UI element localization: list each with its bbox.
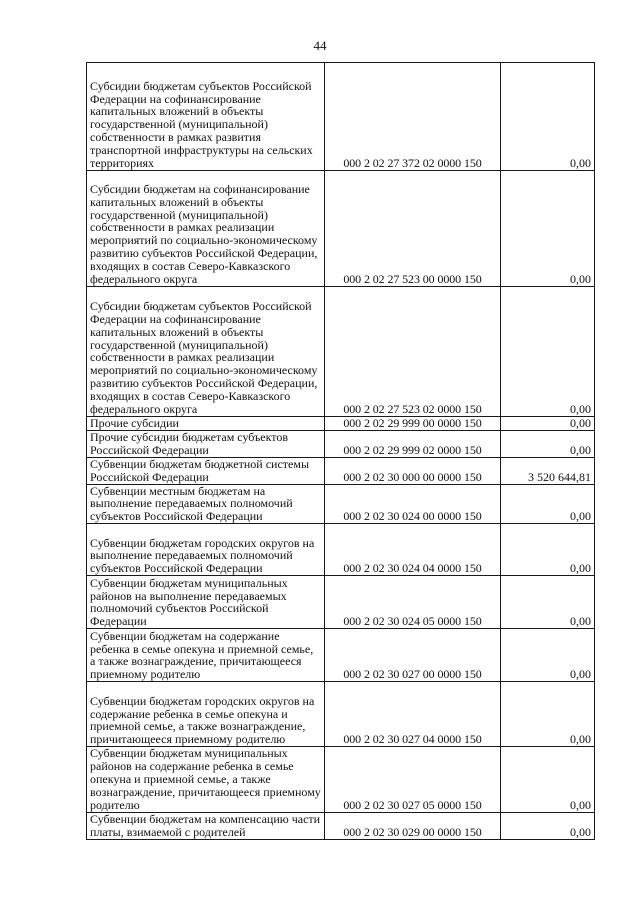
table-row	[87, 524, 595, 576]
row-code: 000 2 02 29 999 02 0000 150	[325, 430, 501, 457]
row-code: 000 2 02 30 024 05 0000 150	[325, 576, 501, 629]
row-code: 000 2 02 30 024 00 0000 150	[325, 484, 501, 524]
row-amount: 0,00	[501, 484, 595, 524]
table-row	[87, 747, 595, 813]
row-amount: 0,00	[501, 417, 595, 431]
table-row	[87, 576, 595, 629]
row-amount: 0,00	[501, 682, 595, 747]
row-name: Субвенции местным бюджетам на выполнение передаваемых полномочий субъектов Российской Федерации	[87, 484, 325, 524]
row-amount: 0,00	[501, 812, 595, 839]
budget-table	[86, 62, 595, 840]
row-code: 000 2 02 30 027 00 0000 150	[325, 629, 501, 682]
table-row	[87, 629, 595, 682]
table-row	[87, 417, 595, 431]
row-amount: 0,00	[501, 576, 595, 629]
row-name: Субвенции бюджетам бюджетной системы Российской Федерации	[87, 457, 325, 484]
row-amount: 0,00	[501, 524, 595, 576]
row-name: Субсидии бюджетам на софинансирование капитальных вложений в объекты государственной (муниципальной) собственности в рамках реализации мероприятий по социально-экономическому развитию субъектов Российской Федерации, входящих в состав Северо-Кавказского федерального округа	[87, 171, 325, 287]
row-code: 000 2 02 30 027 04 0000 150	[325, 682, 501, 747]
row-code: 000 2 02 27 372 02 0000 150	[325, 63, 501, 171]
page-number: 44	[313, 38, 327, 53]
row-amount: 3 520 644,81	[501, 457, 595, 484]
row-name: Субвенции бюджетам городских округов на содержание ребенка в семье опекуна и приемной семье, а также вознаграждение, причитающееся приемному родителю	[87, 682, 325, 747]
row-code: 000 2 02 30 027 05 0000 150	[325, 747, 501, 813]
row-code: 000 2 02 30 029 00 0000 150	[325, 812, 501, 839]
row-amount: 0,00	[501, 287, 595, 417]
row-code: 000 2 02 30 000 00 0000 150	[325, 457, 501, 484]
row-name: Субвенции бюджетам на содержание ребенка в семье опекуна и приемной семье, а также вознаграждение, причитающееся приемному родителю	[87, 629, 325, 682]
table-row	[87, 63, 595, 171]
table-row	[87, 484, 595, 524]
row-amount: 0,00	[501, 430, 595, 457]
row-amount: 0,00	[501, 63, 595, 171]
row-name: Субсидии бюджетам субъектов Российской Федерации на софинансирование капитальных вложений в объекты государственной (муниципальной) собственности в рамках реализации мероприятий по социально-экономическому развитию субъектов Российской Федерации, входящих в состав Северо-Кавказского федерального округа	[87, 287, 325, 417]
row-code: 000 2 02 30 024 04 0000 150	[325, 524, 501, 576]
row-code: 000 2 02 27 523 00 0000 150	[325, 171, 501, 287]
row-name: Субвенции бюджетам муниципальных районов на содержание ребенка в семье опекуна и приемной семье, а также вознаграждение, причитающееся приемному родителю	[87, 747, 325, 813]
table-row	[87, 682, 595, 747]
row-name: Субвенции бюджетам городских округов на выполнение передаваемых полномочий субъектов Российской Федерации	[87, 524, 325, 576]
row-code: 000 2 02 27 523 02 0000 150	[325, 287, 501, 417]
row-name: Прочие субсидии	[87, 417, 325, 431]
row-name: Прочие субсидии бюджетам субъектов Российской Федерации	[87, 430, 325, 457]
row-name: Субвенции бюджетам на компенсацию части платы, взимаемой с родителей	[87, 812, 325, 839]
table-row	[87, 457, 595, 484]
row-name: Субвенции бюджетам муниципальных районов на выполнение передаваемых полномочий субъектов Российской Федерации	[87, 576, 325, 629]
table-row	[87, 287, 595, 417]
row-amount: 0,00	[501, 171, 595, 287]
row-code: 000 2 02 29 999 00 0000 150	[325, 417, 501, 431]
table-row	[87, 171, 595, 287]
row-name: Субсидии бюджетам субъектов Российской Федерации на софинансирование капитальных вложений в объекты государственной (муниципальной) собственности в рамках развития транспортной инфраструктуры на сельских территориях	[87, 63, 325, 171]
row-amount: 0,00	[501, 629, 595, 682]
table-row	[87, 430, 595, 457]
row-amount: 0,00	[501, 747, 595, 813]
table-row	[87, 812, 595, 839]
